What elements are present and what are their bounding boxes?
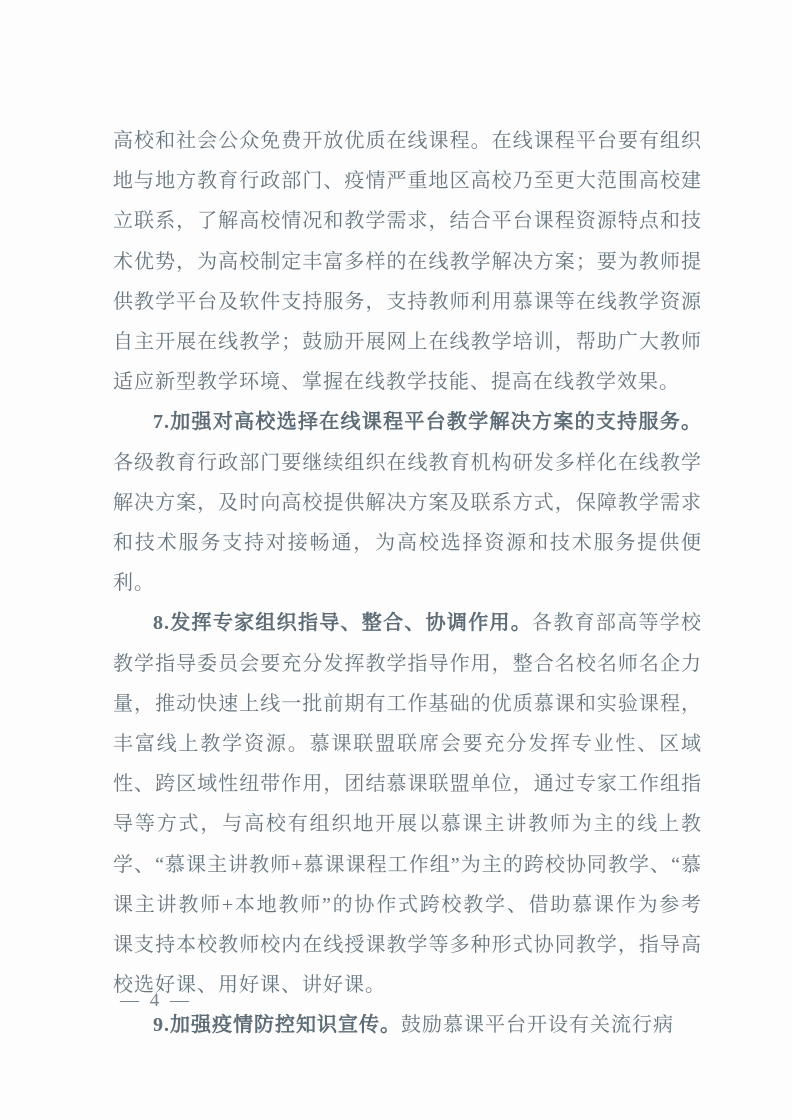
paragraph-8-text: 各教育部高等学校教学指导委员会要充分发挥教学指导作用，整合名校名师名企力量，推动快速上线一批前期有工作基础的优质慕课和实验课程，丰富线上教学资源。慕课联盟联席会要充分发挥专业性、区域性、跨区域性纽带作用，团结慕课联盟单位，通过专家工作组指导等方式，与高校有组织地开展以慕课主讲教师为主的线上教学、“慕课主讲教师+慕课课程工作组”为主的跨校协同教学、“慕课主讲教师+本地教师”的协作式跨校教学、借助慕课作为参考课支持本校教师校内在线授课教学等多种形式协同教学，指导高校选好课、用好课、讲好课。 — [113, 612, 703, 997]
paragraph-7-text: 各级教育行政部门要继续组织在线教育机构研发多样化在线教学解决方案，及时向高校提供解决方案及联系方式，保障教学需求和技术服务支持对接畅通，为高校选择资源和技术服务提供便利。 — [113, 451, 702, 595]
paragraph-continued-text: 高校和社会公众免费开放优质在线课程。在线课程平台要有组织地与地方教育行政部门、疫情严重地区高校乃至更大范围高校建立联系，了解高校情况和教学需求，结合平台课程资源特点和技术优势，为高校制定丰富多样的在线教学解决方案；要为教师提供教学平台及软件支持服务，支持教师利用慕课等在线教学资源自主开展在线教学；鼓励开展网上在线教学培训，帮助广大教师适应新型教学环境、掌握在线教学技能、提高在线教学效果。 — [113, 130, 702, 394]
paragraph-continued — [113, 121, 702, 402]
paragraph-9-lead: 9.加强疫情防控知识宣传。 — [153, 1014, 401, 1037]
paragraph-9-text: 鼓励慕课平台开设有关流行病 — [401, 1014, 674, 1037]
document-body — [113, 121, 702, 1046]
paragraph-8 — [113, 603, 702, 1005]
paragraph-7-lead: 7.加强对高校选择在线课程平台教学解决方案的支持服务。 — [153, 411, 702, 434]
paragraph-7 — [113, 402, 702, 603]
page-number: — 4 — — [120, 990, 192, 1011]
paragraph-9 — [113, 1005, 702, 1045]
paragraph-8-lead: 8.发挥专家组织指导、整合、协调作用。 — [153, 612, 533, 635]
